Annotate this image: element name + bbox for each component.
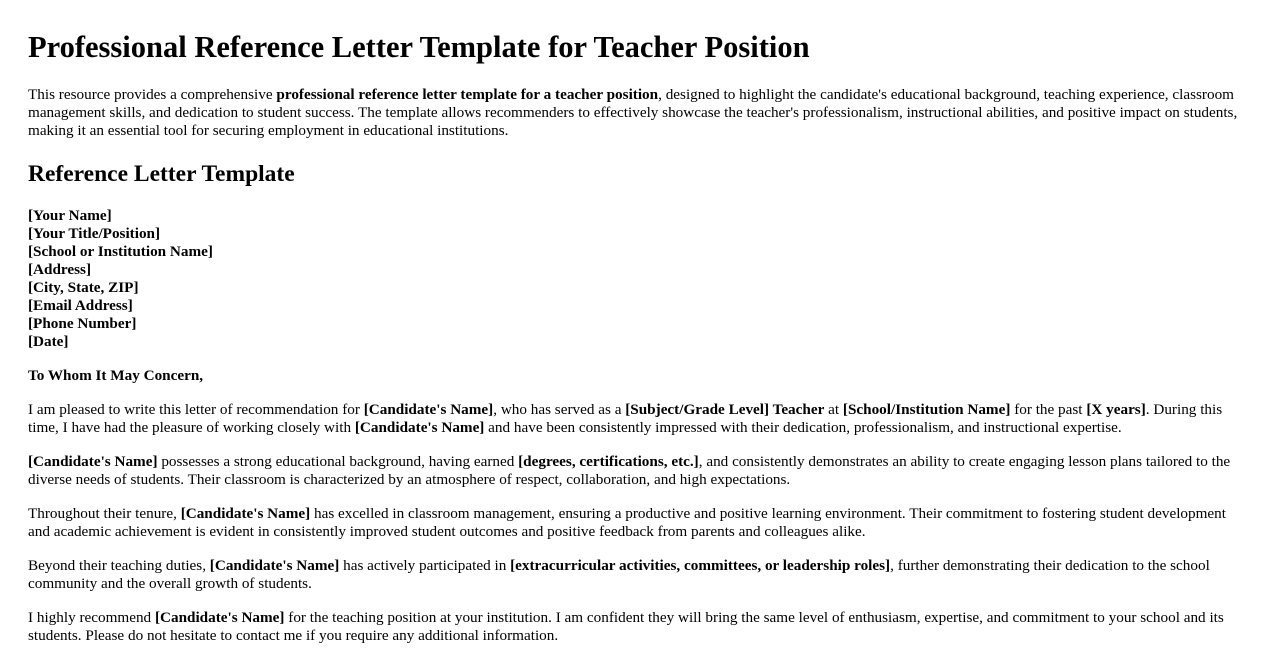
- letter-paragraph: [28, 401, 1250, 437]
- salutation: To Whom It May Concern,: [28, 367, 204, 384]
- intro-text: This resource provides a comprehensive: [28, 86, 277, 103]
- sender-phone: [Phone Number]: [28, 315, 137, 332]
- letter-paragraph: [28, 453, 1250, 489]
- letter-date: [Date]: [28, 333, 69, 350]
- placeholder: [Candidate's Name]: [354, 419, 485, 436]
- text: possesses a strong educational background, having earned: [157, 453, 519, 470]
- sender-institution: [School or Institution Name]: [28, 243, 213, 260]
- page-title: Professional Reference Letter Template for Teacher Position: [28, 30, 810, 64]
- text: for the teaching position at your institution. I am confident they will bring the same level of enthusiasm, expertise, and commitment to your school and its students. Please do not hesitate to contact me if you require any additional information.: [28, 609, 1224, 644]
- placeholder: [Candidate's Name]: [363, 401, 494, 418]
- intro-paragraph: [28, 86, 1250, 140]
- placeholder: [degrees, certifications, etc.]: [518, 453, 699, 470]
- text: at: [824, 401, 843, 418]
- text: for the past: [1010, 401, 1087, 418]
- text: has excelled in classroom management, ensuring a productive and positive learning environment. Their commitment to fostering student development and academic achievement is evident in consistently improved student outcomes and positive feedback from parents and colleagues alike.: [28, 505, 1226, 540]
- intro-bold-text: professional reference letter template for a teacher position: [276, 86, 659, 103]
- letter-paragraph: [28, 505, 1250, 541]
- placeholder: [Candidate's Name]: [28, 453, 158, 470]
- placeholder: [Candidate's Name]: [154, 609, 285, 626]
- sender-name: [Your Name]: [28, 207, 112, 224]
- text: , who has served as a: [493, 401, 626, 418]
- letter-paragraph: [28, 557, 1250, 593]
- text: I highly recommend: [28, 609, 155, 626]
- placeholder: [X years]: [1086, 401, 1146, 418]
- sender-address: [Address]: [28, 261, 92, 278]
- placeholder: [Subject/Grade Level] Teacher: [625, 401, 825, 418]
- text: I am pleased to write this letter of recommendation for: [28, 401, 364, 418]
- text: , and consistently demonstrates an ability to create engaging lesson plans tailored to the diverse needs of students. Their classroom is characterized by an atmosphere of respect, collaboration, and high expectations.: [28, 453, 1231, 488]
- placeholder: [extracurricular activities, committees, or leadership roles]: [510, 557, 891, 574]
- letter-paragraph: [28, 609, 1250, 645]
- sender-email: [Email Address]: [28, 297, 133, 314]
- placeholder: [School/Institution Name]: [842, 401, 1011, 418]
- text: Beyond their teaching duties,: [28, 557, 210, 574]
- section-heading: Reference Letter Template: [28, 161, 295, 187]
- text: and have been consistently impressed with their dedication, professionalism, and instructional expertise.: [484, 419, 1122, 436]
- sender-title: [Your Title/Position]: [28, 225, 161, 242]
- placeholder: [Candidate's Name]: [180, 505, 311, 522]
- sender-address-block: [28, 207, 1250, 351]
- text: Throughout their tenure,: [28, 505, 181, 522]
- sender-city-state-zip: [City, State, ZIP]: [28, 279, 139, 296]
- text: , further demonstrating their dedication to the school community and the overall growth of students.: [28, 557, 1210, 592]
- placeholder: [Candidate's Name]: [209, 557, 340, 574]
- text: . During this time, I have had the pleasure of working closely with: [28, 401, 1223, 436]
- text: has actively participated in: [339, 557, 511, 574]
- intro-text: , designed to highlight the candidate's educational background, teaching experience, classroom management skills, and dedication to student success. The template allows recommenders to effectively showcase the teacher's professionalism, instructional abilities, and positive impact on students, making it an essential tool for securing employment in educational institutions.: [28, 86, 1238, 139]
